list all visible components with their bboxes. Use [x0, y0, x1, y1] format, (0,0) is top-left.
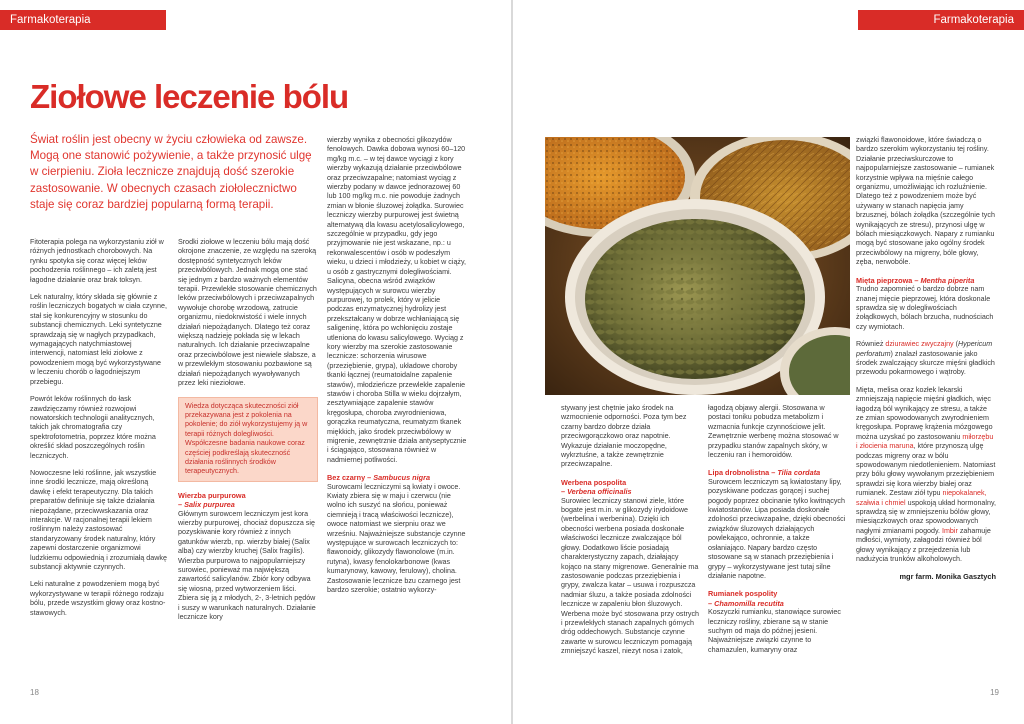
- highlight-box: Wiedza dotycząca skuteczności ziół przekazywana jest z pokolenia na pokolenie; do ziół wykorzystujemy ją w terapii różnych dolegliwości. Współczesne badania naukowe coraz częściej podkreślają skuteczność działania roślinnych środków terapeutycznych.: [178, 397, 318, 482]
- section-tab: Farmakoterapia: [858, 10, 1024, 30]
- paragraph: wierzby wynika z obecności glikozydów fenolowych. Dawka dobowa wynosi 60–120 mg/kg m.c. – w tej dawce wyciągi z kory wierzby wykazują działanie przeciwbólowe oraz przeciwzapalne; natomiast wyciąg z wierzby podany w dawce jednorazowej 60 lub 100 mg/kg m.c. nie powoduje żadnych zmian w błonie śluzowej żołądka. Surowiec leczniczy wierzby purpurowej jest świetną alternatywą dla kwasu acetylosalicylowego, szczególnie w przypadku, gdy jego przyjmowanie nie jest wskazane, np.: u rekonwalescentów i osób w podeszłym wieku, u dzieci i młodzieży, u kobiet w ciąży, u osób z gastrycznymi dolegliwościami. Salicyna, obecna wśród związków występujących w surowcu wierzby purpurowej, to prolek, który w jelicie podczas enzymatycznej hydrolizy jest przekształcany w dobrze wchłaniającą się saligeninę, która po wchłonięciu zostaje utleniona do kwasu salicylowego. Wyciąg z kory wierzby ma szerokie zastosowanie lecznicze: schorzenia wirusowe (przeziębienie, grypa), układowe choroby tkanki łącznej (reumatoidalne zapalenie stawów), młodzieńcze przewlekłe zapalenie stawów i choroba Stilla w wieku dojrzałym, zesztywniające zapalenie stawów kręgosłupa, choroba zwyrodnieniowa, gorączka reumatyczna, reumatyzm tkanek miękkich, jako środek przeciwbólowy w migrenie, zewnętrznie działa antyseptycznie i ściągająco, stosowana również w nadmiernej potliwości.: [327, 136, 467, 464]
- section-heading-mint: Mięta pieprzowa – Mentha piperita: [856, 275, 975, 285]
- page-number-left: 18: [30, 688, 39, 697]
- paragraph: Surowcami leczniczymi są kwiaty i owoce. Kwiaty zbiera się w maju i czerwcu (nie wolno ich suszyć na słońcu, ponieważ ciemnieją i tracą właściwości lecznicze), owoce natomiast we sierpniu oraz we wrześniu. Najważniejsze substancje czynne występujące w surowcach leczniczych to: flawonoidy, glikozydy flawonolowe (m.in. rutyna), kwasy fenolokarbonowe (kwas kumarynowy, kawowy, ferulowy), cholina. Zastosowanie lecznicze bzu czarnego jest bardzo szerokie; ostatnio wykorzy-: [327, 482, 466, 595]
- article-lead: Świat roślin jest obecny w życiu człowieka od zawsze. Mogą one stanowić pożywienie, a także przynosić ulgę w cierpieniu. Zioła lecznicze znajdują dość szerokie zastosowanie. W obecnych czasach ziołolecznictwo staje się coraz bardziej popularną formą terapii.: [30, 133, 312, 211]
- paragraph-melissa: Mięta, melisa oraz kozłek lekarski zmniejszają napięcie mięśni gładkich, więc łagodzą ból wynikający ze stresu, a także ze zmian spowodowanych zwyrodnieniem kręgosłupa. Poprawę krążenia mózgowego można uzyskać po zastosowaniu miłorzębu i złocienia maruna, które przynoszą ulgę podczas migreny oraz w bólu spowodowanym niedotlenieniem. Natomiast przy bólu głowy wywołanym przeziębieniem sprawdzi się kora wierzby białej oraz rumianek. Zestaw ziół typu niepokalanek, szałwia i chmiel uspokoją układ hormonalny, sprawdzą się w zmniejszeniu bólów głowy, miesiączkowych oraz spowodowanych nagłymi zmianami pogody. Imbir zahamuje mdłości, wymioty, załagodzi również ból głowy wynikający z przejedzenia lub nadużycia trunków alkoholowych.: [856, 385, 996, 564]
- paragraph: Środki ziołowe w leczeniu bólu mają dość okrojone znaczenie, ze względu na szeroką dostępność syntetycznych leków przeciwbólowych. Jednak mogą one stać się jednym z bardzo ważnych elementów terapii. Przewlekłe stosowanie chemicznych leków przeciwbólowych i przeciwzapalnych wywołuje chorobę wrzodową, zatrucie organizmu, niedokrwistość i wiele innych działań niepożądanych. Dlatego też coraz większą nadzieję pokłada się w lekach naturalnych. Ich działanie przeciwzapalne oraz przeciwbólowe jest niewiele słabsze, a w przewlekłym stosowaniu pozbawione są działań niepożądanych wywoływanych przez leki nieziołowe.: [178, 238, 317, 388]
- column-1: [30, 238, 168, 678]
- column-6: [856, 136, 996, 706]
- paragraph: Trudno zapomnieć o bardzo dobrze nam znanej mięcie pieprzowej, która doskonale sprawdza się w dolegliwościach żołądkowych, bólach brzucha, nudnościach czy wymiotach.: [856, 285, 994, 331]
- paragraph: stywany jest chętnie jako środek na wzmocnienie odporności. Poza tym bez czarny bardzo dobrze działa przeciwgorączkowo oraz napotnie. Wykazuje działanie moczopędne, wykrztuśne, a także zewnętrznie przeciwzapalne.: [561, 404, 687, 469]
- left-page: [0, 0, 511, 724]
- paragraph: Nowoczesne leki roślinne, jak wszystkie inne środki lecznicze, mają określoną dawkę i efekt terapeutyczny. Dla takich preparatów definiuje się także działania niepożądane, przeciwwskazania oraz interakcje. W racjonalnej terapii lekiem roślinnym należy zastosować standaryzowany środek naturalny, który zapewni dostarczenie organizmowi ludzkiemu odpowiednią i zrozumiałą dawkę substancji aktywnie czynnych.: [30, 468, 167, 571]
- paragraph: Lek naturalny, który składa się głównie z roślin leczniczych bogatych w ciała czynne, stał się konkurencyjny w stosunku do substancji chemicznych. Leki syntetyczne sprawdzają się w nagłych przypadkach, wymagających natychmiastowej interwencji, natomiast leki ziołowe z powodzeniem mogą być wykorzystywane w leczeniu chorób o łagodniejszym przebiegu.: [30, 293, 167, 386]
- column-3: [327, 136, 467, 678]
- paragraph: Fitoterapia polega na wykorzystaniu ziół w różnych jednostkach chorobowych. Na rynku spotyka się coraz więcej leków pochodzenia roślinnego – ich zaletą jest łagodne działanie oraz brak toksyn.: [30, 238, 164, 284]
- paragraph: Głównym surowcem leczniczym jest kora wierzby purpurowej, chociaż dopuszcza się pozyskiwanie kory również z innych gatunków wierzb, np. wierzby białej (Salix alba) czy wierzby kruchej (Salix fragilis). Wierzba purpurowa to najpopularniejszy surowiec, ponieważ ma największą zawartość salicylanów. Zbiór kory odbywa się wiosną, przed wytworzeniem liści. Zbiera się ją z młodych, 2-, 3-letnich pędów i suszy w warunkach naturalnych. Działanie lecznicze kory: [178, 509, 316, 622]
- paragraph: Powrót leków roślinnych do łask zawdzięczamy również rozwojowi nowatorskich technologii analitycznych, takich jak chromatografia czy spektrofotometria, poprzez które można określić skład poszczególnych roślin leczniczych.: [30, 395, 156, 460]
- section-heading-chamomile: Rumianek pospolity – Chamomilla recutita: [708, 589, 784, 608]
- column-5: [708, 404, 846, 689]
- column-2: [178, 238, 318, 678]
- article-title: Ziołowe leczenie bólu: [30, 78, 349, 115]
- section-heading-elder: Bez czarny – Sambucus nigra: [327, 473, 431, 483]
- section-heading-linden: Lipa drobnolistna – Tilia cordata: [708, 468, 821, 478]
- section-tab: Farmakoterapia: [0, 10, 166, 30]
- section-heading-willow: Wierzba purpurowa – Salix purpurea: [178, 490, 246, 510]
- page-number-right: 19: [990, 688, 999, 697]
- paragraph-hypericum: Również dziurawiec zwyczajny (Hypericum perforatum) znalazł zastosowanie jako środek zwalczający skurcze mięśni gładkich przewodu pokarmowego i wątroby.: [856, 340, 995, 377]
- column-4: [561, 404, 699, 689]
- paragraph: łagodzą objawy alergii. Stosowana w postaci toniku pobudza metabolizm i wzmacnia funkcje czynnościowe jelit. Zewnętrznie werbenę można stosować w przypadku stanów zapalnych skóry, w leczeniu ran i hemoroidów.: [708, 404, 839, 460]
- herbs-photo: [545, 137, 850, 395]
- paragraph: związki flawonoidowe, które świadczą o bardzo szerokim wykorzystaniu tej rośliny. Działanie przeciwskurczowe to najpopularniejsze zastosowanie – rumianek korzystnie wpływa na mięśnie całego organizmu, umożliwiając ich rozluźnienie. Dlatego też z powodzeniem może być używany w stanach napięcia jamy brzusznej, bólach żołądka (szczególnie tych wynikających ze stresu), przynosi ulgę w bólach miesiączkowych. Napary z rumianku mogą być stosowane jako ogólny środek przeciwbólowy na migreny, bóle głowy, zęba, nerwobóle.: [856, 136, 995, 267]
- paragraph: Surowcem leczniczym są kwiatostany lipy, pozyskiwane podczas gorącej i suchej pogody poprzez obcinanie tylko kwitnących kwiatostanów. Lipa posiada doskonałe zdolności przeciwzapalne, dzięki obecności związków śluzowych działających powlekająco, ochronnie, a także osłaniająco. Napary bardzo często stosowane są w stanach przeziębienia i grypy – wykorzystywane jest tutaj silne działanie napotne.: [708, 477, 846, 580]
- paragraph: Koszyczki rumianku, stanowiące surowiec leczniczy rośliny, zbierane są w stanie suchym od maja do późnej jesieni. Najważniejsze związki czynne to chamazulen, kumaryny oraz: [708, 608, 841, 654]
- paragraph: Leki naturalne z powodzeniem mogą być wykorzystywane w terapii różnego rodzaju bólu, przede wszystkim głowy oraz kostno-stawowych.: [30, 580, 166, 617]
- section-heading-verbena: Werbena pospolita – Verbena officinalis: [561, 477, 632, 497]
- paragraph: Surowiec leczniczy stanowi ziele, które bogate jest m.in. w glikozydy irydoidowe (werbelina i werbenina). Dzięki ich obecności werbena posiada doskonałe właściwości lecznicze zwalczające ból głowy. Dodatkowo liście posiadają charakterystyczny zapach, działający kojąco na stany migrenowe. Generalnie ma zastosowanie podczas przeziębienia i grypy, zwalcza katar – usuwa i rozpuszcza nadmiar śluzu, a także posiada zdolności lecznicze w zapaleniu błon śluzowych. Werbena może być stosowana przy ostrych i przewlekłych stanach zapalnych górnych dróg oddechowych. Substancje czynne zawarte w surowcu leczniczym pomagają zmniejszyć kaszel, niezyt nosa i zatok,: [561, 496, 699, 656]
- author-signature: mgr farm. Monika Gasztych: [899, 572, 996, 582]
